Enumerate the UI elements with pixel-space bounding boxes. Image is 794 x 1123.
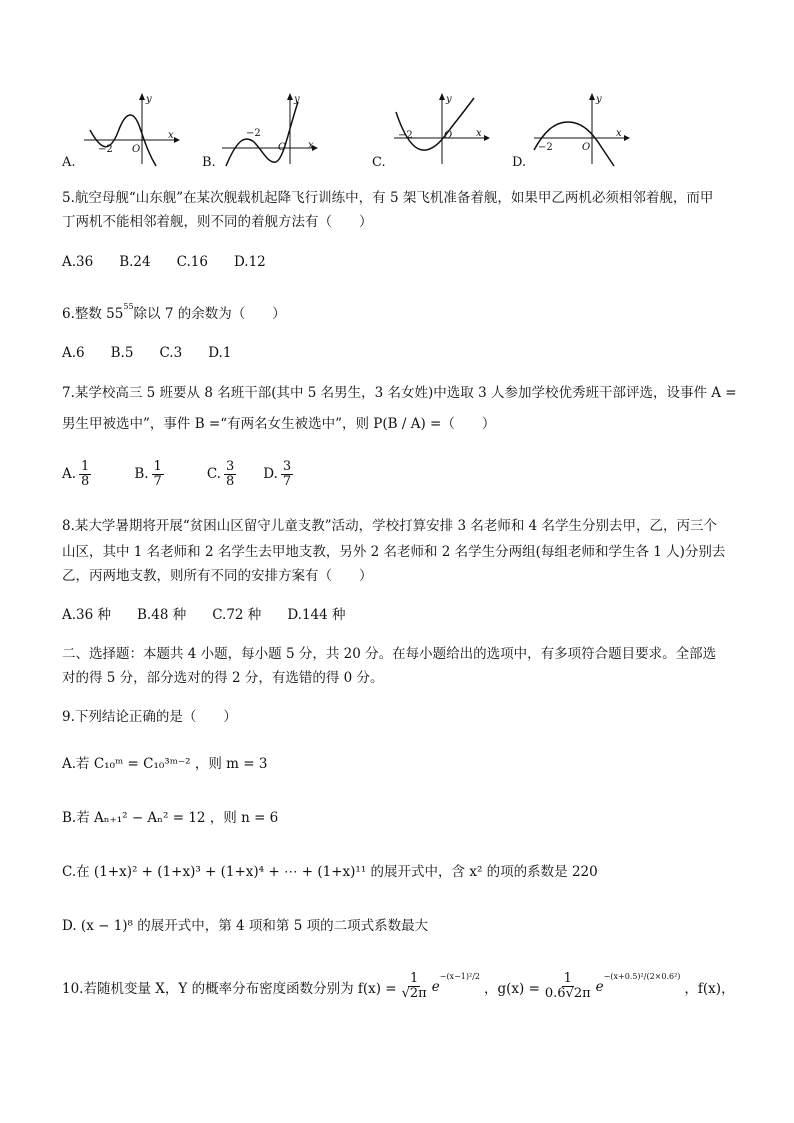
q6-stem (62, 299, 286, 322)
graph-option-c (390, 92, 490, 168)
q9-option-a[interactable]: A.若 C₁₀ᵐ = C₁₀³ᵐ⁻² ，则 m = 3 (62, 756, 268, 772)
q8-line1: 8.某大学暑期将开展“贫困山区留守儿童支教”活动，学校打算安排 3 名老师和 4 名学生分别去甲，乙，丙三个 (62, 518, 718, 534)
q10-f-exp: −(x−1)²/2 (439, 972, 480, 981)
q5-line1: 5.航空母舰“山东舰”在某次舰载机起降飞行训练中，有 5 架飞机准备着舰，如果甲乙两机必须相邻着舰，而甲 (62, 190, 714, 206)
q5-line2: 丁两机不能相邻着舰，则不同的着舰方法有（ ） (62, 214, 373, 230)
graph-a-y: y (146, 94, 152, 105)
q7-b-den: 7 (153, 474, 162, 489)
q8-line3: 乙，丙两地支教，则所有不同的安排方案有（ ） (62, 568, 373, 584)
q8-option-c[interactable]: C.72 种 (212, 607, 262, 623)
q10-stem (62, 972, 735, 1001)
q10-g-exp-base: e (595, 978, 604, 995)
graph-a-x: x (168, 130, 174, 141)
q6-exponent: 55 (123, 302, 134, 311)
graph-option-d (530, 92, 630, 168)
q7-option-b-label: B. (134, 466, 149, 482)
q7-c-den: 8 (225, 474, 235, 489)
graph-d-origin: O (582, 142, 591, 153)
q7-a-num: 1 (81, 459, 90, 474)
q6-option-a[interactable]: A.6 (62, 345, 85, 361)
graph-b-label: B. (202, 155, 216, 170)
q8-option-d[interactable]: D.144 种 (287, 607, 346, 623)
graph-b-x: x (308, 140, 314, 151)
q7-options (62, 460, 322, 489)
graph-option-b (218, 92, 318, 168)
q10-suffix: ，f(x)， (684, 980, 735, 997)
q7-a-den: 8 (81, 474, 90, 489)
q10-f-exp-base: e (431, 978, 440, 995)
q9-option-b[interactable]: B.若 Aₙ₊₁² − Aₙ² = 12 ，则 n = 6 (62, 810, 279, 826)
q5-option-c[interactable]: C.16 (176, 254, 208, 270)
section2-line1: 二、选择题：本题共 4 小题，每小题 5 分，共 20 分。在每小题给出的选项中，有多项符合题目要求。全部选 (62, 646, 717, 662)
q6-suffix: 除以 7 的余数为（ ） (133, 306, 286, 322)
q5-options (62, 254, 292, 270)
q5-option-b[interactable]: B.24 (119, 254, 151, 270)
graph-c-label: C. (372, 155, 386, 170)
q7-option-a-label: A. (62, 466, 77, 482)
q6-options (62, 345, 257, 361)
q6-prefix: 6.整数 55 (62, 306, 124, 322)
q7-option-a[interactable] (62, 460, 94, 489)
q7-option-d-label: D. (263, 466, 278, 482)
q9-option-d[interactable]: D. (x − 1)⁸ 的展开式中，第 4 项和第 5 项的二项式系数最大 (62, 918, 429, 934)
q9-option-c[interactable]: C.在 (1+x)² + (1+x)³ + (1+x)⁴ + ⋯ + (1+x)¹¹ 的展开式中，含 x² 的项的系数是 220 (62, 864, 598, 880)
q8-option-a[interactable]: A.36 种 (62, 607, 112, 623)
q8-option-b[interactable]: B.48 种 (137, 607, 187, 623)
q7-d-den: 7 (282, 474, 292, 489)
q8-options (62, 607, 372, 623)
q6-option-b[interactable]: B.5 (110, 345, 134, 361)
graph-c-tick: −2 (398, 130, 413, 141)
graph-c-x: x (476, 128, 482, 139)
graph-d-y: y (596, 94, 602, 105)
q10-prefix: 10.若随机变量 X，Y 的概率分布密度函数分别为 f(x) = (62, 980, 397, 997)
q9-stem: 9.下列结论正确的是（ ） (62, 709, 237, 725)
q7-option-d[interactable] (263, 460, 296, 489)
graph-d-label: D. (512, 155, 527, 170)
graph-d-x: x (616, 128, 622, 139)
q5-option-d[interactable]: D.12 (233, 254, 266, 270)
q7-c-num: 3 (225, 459, 235, 474)
graph-a-label: A. (62, 155, 76, 170)
q7-line2: 男生甲被选中”，事件 B =“有两名女生被选中”，则 P(B / A) =（ ） (62, 416, 496, 432)
graph-d-tick: −2 (538, 142, 553, 153)
q7-line1: 7.某学校高三 5 班要从 8 名班干部(其中 5 名男生，3 名女姓)中选取 3 人参加学校优秀班干部评选，设事件 A = (62, 385, 737, 401)
graph-a-tick: −2 (98, 144, 113, 155)
q10-f-den: √2π (401, 986, 427, 1001)
graph-b-origin: O (278, 142, 287, 153)
graph-option-a (80, 92, 180, 168)
q10-g-exp: −(x+0.5)²/(2×0.6²) (603, 972, 681, 981)
q6-option-c[interactable]: C.3 (159, 345, 183, 361)
q10-f-fraction (400, 972, 429, 1001)
graph-c-y: y (446, 94, 452, 105)
graph-c-origin: O (444, 130, 453, 141)
q7-option-c[interactable] (207, 460, 239, 489)
graph-b-tick: −2 (246, 128, 261, 139)
q10-mid: ，g(x) = (483, 980, 540, 997)
graph-a-origin: O (132, 144, 141, 155)
q7-option-b[interactable] (134, 460, 167, 489)
q7-b-num: 1 (153, 459, 162, 474)
q10-g-den: 0.6√2π (544, 986, 591, 1001)
q5-option-a[interactable]: A.36 (62, 254, 94, 270)
q7-option-c-label: C. (206, 466, 221, 482)
q10-g-num: 1 (563, 971, 572, 986)
q10-f-num: 1 (410, 971, 419, 986)
q10-g-fraction (543, 972, 593, 1001)
q6-option-d[interactable]: D.1 (208, 345, 232, 361)
graph-b-y: y (294, 94, 300, 105)
section2-line2: 对的得 5 分，部分选对的得 2 分，有选错的得 0 分。 (62, 670, 384, 686)
q8-line2: 山区，其中 1 名老师和 2 名学生去甲地支教，另外 2 名老师和 2 名学生分两组(每组老师和学生各 1 人)分别去 (62, 544, 726, 560)
q7-d-num: 3 (282, 459, 292, 474)
